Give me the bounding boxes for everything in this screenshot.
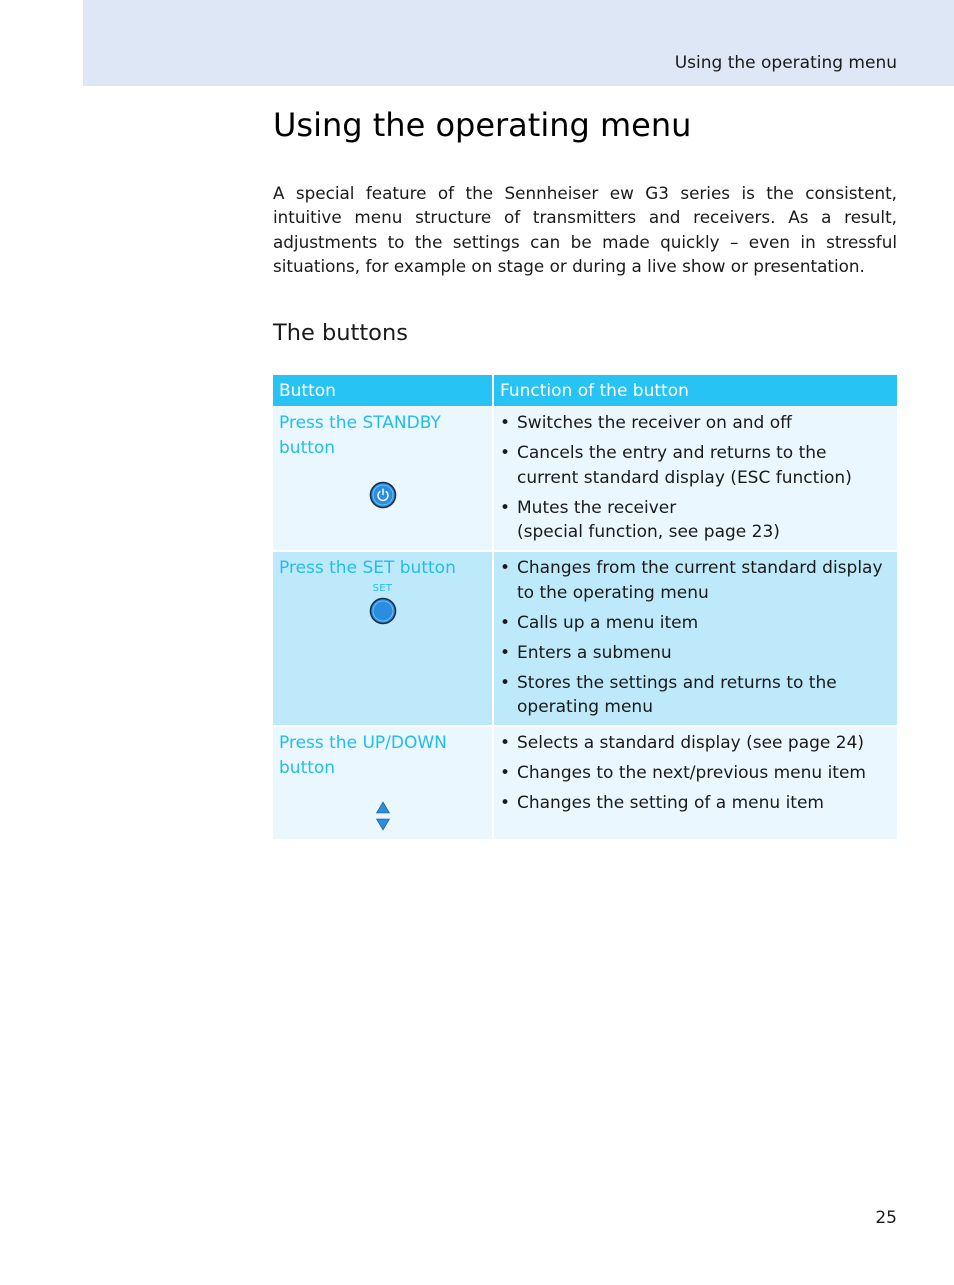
table-header-row: [273, 375, 897, 406]
intro-paragraph: A special feature of the Sennheiser ew G3 series is the consistent, intuitive menu structure of transmitters and receivers. As a result, adjustments to the settings can be made quickly – even in stressful situations, for example on stage or during a live show or presentation.: [273, 183, 897, 276]
function-cell-standby: [494, 406, 897, 550]
function-item: • Changes to the next/previous menu item: [500, 761, 891, 786]
function-cell-set: [494, 550, 897, 725]
function-item: • Changes from the current standard display to the operating menu: [500, 556, 891, 605]
function-item: • Changes the setting of a menu item: [500, 791, 891, 816]
function-cell-updown: [494, 725, 897, 839]
page-number: 25: [875, 1208, 897, 1228]
table-row: [273, 406, 897, 550]
standby-power-icon: [369, 481, 397, 509]
function-item: • Mutes the receiver (special function, see page 23): [500, 496, 891, 545]
button-label-standby: Press the STANDBY button: [279, 413, 441, 458]
set-icon-caption: SET: [372, 582, 393, 594]
up-down-arrows-icon: [375, 801, 391, 831]
button-cell-updown: [273, 725, 494, 839]
set-button-icon: [369, 597, 397, 625]
function-item: • Stores the settings and returns to the operating menu: [500, 671, 891, 720]
table-row: [273, 725, 897, 839]
page-title: Using the operating menu: [273, 106, 692, 144]
section-title: The buttons: [273, 320, 408, 346]
button-label-updown: Press the UP/DOWN button: [279, 733, 447, 778]
column-header-function: Function of the button: [494, 375, 897, 406]
button-cell-standby: [273, 406, 494, 550]
function-item: • Selects a standard display (see page 24): [500, 731, 891, 756]
function-item: • Calls up a menu item: [500, 611, 891, 636]
buttons-table: [273, 375, 897, 839]
header-band: [83, 0, 954, 86]
function-item: • Switches the receiver on and off: [500, 411, 891, 436]
function-item: • Enters a submenu: [500, 641, 891, 666]
button-label-set: Press the SET button: [279, 558, 456, 578]
table-row: [273, 550, 897, 725]
column-header-button: Button: [273, 375, 494, 406]
button-cell-set: [273, 550, 494, 725]
function-item: • Cancels the entry and returns to the current standard display (ESC function): [500, 441, 891, 490]
running-header: Using the operating menu: [674, 53, 897, 73]
